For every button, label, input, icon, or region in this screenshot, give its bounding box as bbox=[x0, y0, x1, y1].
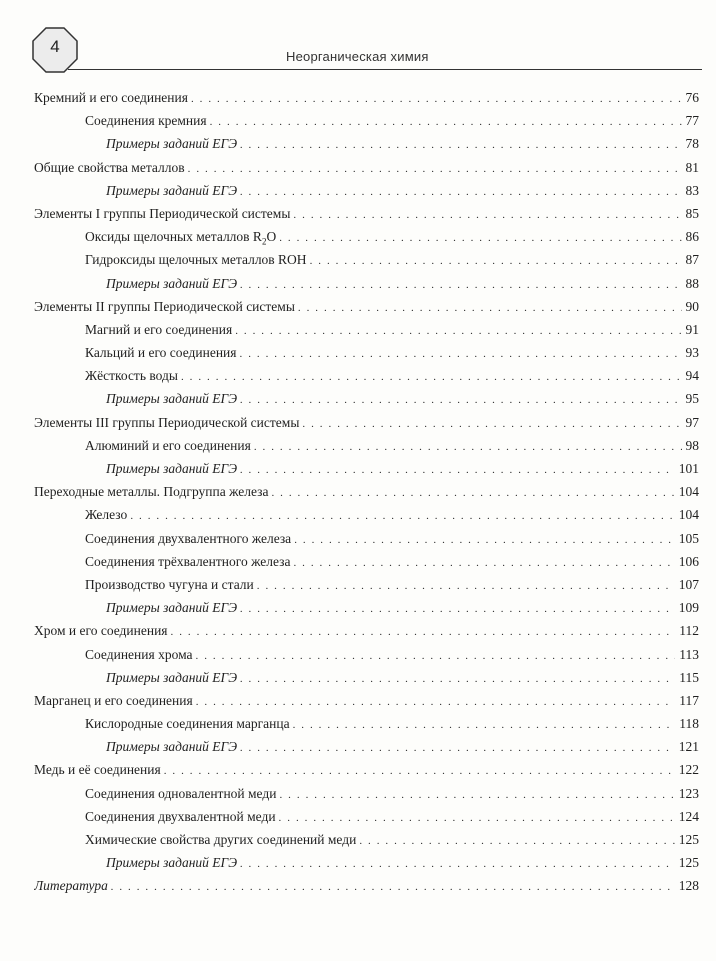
toc-entry-page: 113 bbox=[679, 646, 699, 662]
toc-entry[interactable] bbox=[34, 341, 699, 364]
dot-leader bbox=[279, 807, 675, 828]
toc-entry-title: Примеры заданий ЕГЭ bbox=[106, 669, 238, 685]
toc-entry[interactable] bbox=[34, 179, 699, 202]
toc-entry[interactable] bbox=[34, 851, 699, 874]
toc-entry-page: 95 bbox=[685, 391, 699, 407]
toc-entry[interactable] bbox=[34, 573, 699, 596]
toc-entry-title: Примеры заданий ЕГЭ bbox=[106, 600, 238, 616]
dot-leader bbox=[240, 134, 681, 155]
toc-entry-page: 124 bbox=[678, 808, 699, 824]
toc-entry-page: 123 bbox=[678, 785, 699, 801]
dot-leader bbox=[294, 529, 675, 550]
toc-entry[interactable] bbox=[34, 596, 699, 619]
toc-entry-title: Кремний и его соединения bbox=[34, 90, 188, 105]
toc-entry[interactable] bbox=[34, 712, 699, 735]
toc-entry[interactable] bbox=[34, 503, 699, 526]
toc-entry[interactable] bbox=[34, 202, 699, 225]
toc-entry-title: Примеры заданий ЕГЭ bbox=[106, 739, 238, 755]
toc-entry[interactable] bbox=[34, 828, 699, 851]
page-number-badge bbox=[32, 27, 78, 73]
toc-entry-page: 81 bbox=[685, 159, 699, 175]
dot-leader bbox=[279, 227, 681, 248]
toc-entry-title: Гидроксиды щелочных металлов ROH bbox=[85, 252, 307, 268]
dot-leader bbox=[293, 714, 676, 735]
toc-entry[interactable] bbox=[34, 758, 699, 781]
dot-leader bbox=[240, 668, 675, 689]
toc-entry[interactable] bbox=[34, 735, 699, 758]
toc-entry-title: Соединения кремния bbox=[85, 113, 207, 129]
dot-leader bbox=[240, 459, 675, 480]
toc-entry-title: Примеры заданий ЕГЭ bbox=[106, 391, 238, 407]
toc-entry-title: Соединения хрома bbox=[85, 646, 193, 662]
toc-entry-title: Химические свойства других соединений меди bbox=[85, 832, 357, 847]
toc-entry-page: 128 bbox=[678, 878, 699, 894]
dot-leader bbox=[210, 111, 682, 132]
toc-entry[interactable] bbox=[34, 805, 699, 828]
toc-entry[interactable] bbox=[34, 480, 699, 503]
toc-entry-title: Элементы I группы Периодической системы bbox=[34, 205, 291, 221]
dot-leader bbox=[310, 250, 682, 271]
toc-entry[interactable] bbox=[34, 434, 699, 457]
toc-entry[interactable] bbox=[34, 272, 699, 295]
toc-entry-title: Элементы II группы Периодической системы bbox=[34, 298, 295, 314]
toc-entry-title: Примеры заданий ЕГЭ bbox=[106, 182, 238, 198]
dot-leader bbox=[196, 645, 676, 666]
toc-entry-title: Оксиды щелочных металлов $R_2O$ bbox=[85, 229, 277, 247]
toc-entry-title: Литература bbox=[34, 878, 108, 894]
toc-entry-title: Соединения трёхвалентного железа bbox=[85, 553, 291, 569]
toc-entry[interactable] bbox=[34, 318, 699, 341]
toc-entry-page: 86 bbox=[685, 229, 699, 245]
header-divider bbox=[68, 69, 702, 70]
dot-leader bbox=[188, 158, 682, 179]
dot-leader bbox=[240, 343, 682, 364]
toc-entry[interactable] bbox=[34, 225, 699, 248]
dot-leader bbox=[164, 760, 675, 781]
toc-entry-page: 94 bbox=[685, 368, 699, 384]
toc-entry-title: Кислородные соединения марганца bbox=[85, 716, 290, 732]
toc-entry-title: Кальций и его соединения bbox=[85, 345, 237, 361]
toc-entry-title: Медь и её соединения bbox=[34, 762, 161, 778]
toc-entry-title: Магний и его соединения bbox=[85, 321, 233, 337]
toc-entry-page: 78 bbox=[685, 136, 699, 152]
toc-entry[interactable] bbox=[34, 132, 699, 155]
toc-entry-page: 91 bbox=[685, 321, 699, 337]
dot-leader bbox=[293, 204, 681, 225]
dot-leader bbox=[293, 552, 674, 573]
toc-entry-title: Соединения одновалентной меди bbox=[85, 785, 277, 801]
dot-leader bbox=[130, 505, 674, 526]
toc-entry-page: 93 bbox=[685, 345, 699, 361]
toc-entry-title: Общие свойства металлов bbox=[34, 159, 185, 175]
toc-entry-page: 104 bbox=[678, 507, 699, 523]
toc-entry-page: 85 bbox=[685, 205, 699, 221]
toc-entry-title: Жёсткость воды bbox=[85, 368, 178, 384]
dot-leader bbox=[111, 876, 675, 897]
dot-leader bbox=[279, 784, 674, 805]
toc-entry[interactable] bbox=[34, 689, 699, 712]
toc-entry-page: 107 bbox=[678, 576, 699, 592]
toc-entry-page: 121 bbox=[678, 739, 699, 755]
toc-entry[interactable] bbox=[34, 364, 699, 387]
dot-leader bbox=[302, 413, 681, 434]
toc-entry-page: 115 bbox=[679, 669, 699, 685]
dot-leader bbox=[271, 482, 674, 503]
toc-entry-title: Примеры заданий ЕГЭ bbox=[106, 136, 238, 152]
toc-entry[interactable] bbox=[34, 666, 699, 689]
toc-entry[interactable] bbox=[34, 248, 699, 271]
toc-entry[interactable] bbox=[34, 295, 699, 318]
toc-entry-title: Элементы III группы Периодической системы bbox=[34, 414, 300, 430]
toc-entry-page: 125 bbox=[678, 832, 699, 847]
dot-leader bbox=[240, 274, 681, 295]
toc-entry-title: Переходные металлы. Подгруппа железа bbox=[34, 484, 269, 500]
toc-entry[interactable] bbox=[34, 619, 699, 642]
toc-entry-page: 76 bbox=[685, 90, 699, 105]
dot-leader bbox=[196, 691, 676, 712]
toc-entry[interactable] bbox=[34, 86, 699, 109]
toc-entry-title: Примеры заданий ЕГЭ bbox=[106, 275, 238, 291]
toc-entry-title: Производство чугуна и стали bbox=[85, 576, 254, 592]
toc-entry-page: 105 bbox=[678, 530, 699, 546]
toc-entry[interactable] bbox=[34, 782, 699, 805]
dot-leader bbox=[240, 598, 675, 619]
table-of-contents bbox=[34, 86, 699, 898]
toc-entry-page: 87 bbox=[685, 252, 699, 268]
toc-entry-page: 118 bbox=[679, 716, 699, 732]
toc-entry-page: 90 bbox=[685, 298, 699, 314]
toc-entry[interactable] bbox=[34, 527, 699, 550]
toc-entry-title: Алюминий и его соединения bbox=[85, 437, 251, 453]
toc-entry[interactable] bbox=[34, 109, 699, 132]
toc-entry-title: Соединения двухвалентной меди bbox=[85, 808, 276, 824]
dot-leader bbox=[171, 621, 676, 642]
dot-leader bbox=[240, 389, 681, 410]
toc-entry-page: 88 bbox=[685, 275, 699, 291]
toc-entry-page: 101 bbox=[678, 461, 699, 476]
toc-entry[interactable] bbox=[34, 643, 699, 666]
toc-entry[interactable] bbox=[34, 387, 699, 410]
toc-entry-title: Железо bbox=[85, 507, 128, 523]
dot-leader bbox=[240, 853, 675, 874]
toc-entry-page: 109 bbox=[678, 600, 699, 616]
toc-entry-page: 112 bbox=[679, 623, 699, 639]
page-header bbox=[0, 0, 716, 80]
dot-leader bbox=[257, 575, 675, 596]
toc-entry-page: 104 bbox=[678, 484, 699, 500]
toc-entry[interactable] bbox=[34, 457, 699, 480]
dot-leader bbox=[298, 297, 682, 318]
dot-leader bbox=[240, 737, 675, 758]
toc-entry[interactable] bbox=[34, 874, 699, 897]
toc-entry-title: Примеры заданий ЕГЭ bbox=[106, 855, 238, 871]
dot-leader bbox=[235, 320, 681, 341]
dot-leader bbox=[181, 366, 682, 387]
dot-leader bbox=[359, 830, 674, 851]
page-number: 4 bbox=[50, 37, 60, 56]
dot-leader bbox=[240, 181, 681, 202]
toc-entry-page: 97 bbox=[685, 414, 699, 430]
toc-entry[interactable] bbox=[34, 411, 699, 434]
toc-entry-title: Примеры заданий ЕГЭ bbox=[106, 461, 238, 476]
toc-entry-page: 98 bbox=[685, 437, 699, 453]
toc-entry-page: 106 bbox=[678, 553, 699, 569]
toc-entry-page: 77 bbox=[685, 113, 699, 129]
toc-entry-page: 83 bbox=[685, 182, 699, 198]
toc-entry-page: 117 bbox=[679, 692, 699, 708]
toc-entry[interactable] bbox=[34, 550, 699, 573]
toc-entry-page: 125 bbox=[678, 855, 699, 871]
toc-entry-title: Хром и его соединения bbox=[34, 623, 168, 639]
running-header-title: Неорганическая химия bbox=[286, 49, 429, 64]
dot-leader bbox=[191, 88, 682, 109]
dot-leader bbox=[254, 436, 682, 457]
toc-entry-page: 122 bbox=[678, 762, 699, 778]
toc-entry-title: Марганец и его соединения bbox=[34, 692, 193, 708]
toc-entry[interactable] bbox=[34, 156, 699, 179]
toc-entry-title: Соединения двухвалентного железа bbox=[85, 530, 292, 546]
